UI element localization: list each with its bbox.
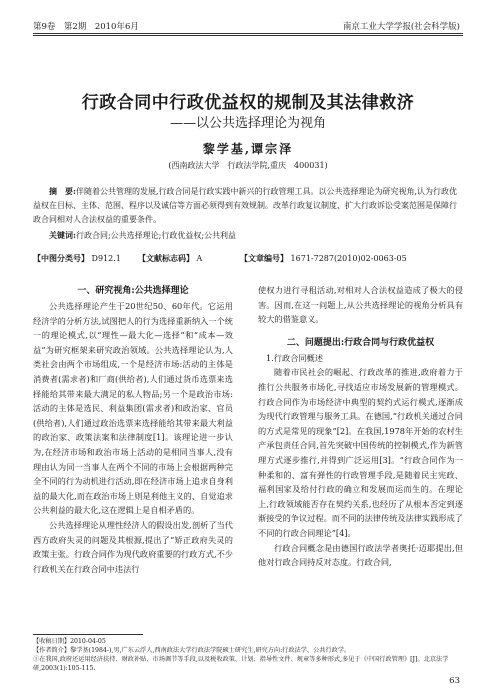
footnote-rule bbox=[33, 634, 143, 635]
paragraph: 行政合同概念是由德国行政法学者奥托·迈耶提出,但他对行政合同持反对态度。行政合同, bbox=[258, 542, 463, 568]
document-code bbox=[138, 253, 202, 264]
authors: 黎学基,谭宗泽 bbox=[202, 142, 294, 156]
article-subtitle: ——以公共选择理论为视角 bbox=[169, 116, 326, 131]
journal-name: 南京工业大学学报(社会科学版) bbox=[342, 22, 460, 32]
abstract-label: 摘 要: bbox=[49, 186, 76, 196]
right-column bbox=[258, 283, 463, 570]
footnote-received: 【收稿日期】2010-04-05 bbox=[33, 638, 106, 645]
keywords-label: 关键词: bbox=[49, 230, 76, 240]
footnote-author: 【作者简介】黎学基(1984-),男,广东云浮人,西南政法大学行政法学院硕士研究生,研究方向:行政法学、公共行政学。 bbox=[33, 647, 351, 654]
paragraph: 公共选择理论产生于20世纪50、60年代。它运用经济学的分析方法,试图把人的行为选择重新纳入一个统一的理论模式,以“理性—最大化—选择”和“成本—效益”为研究框架来研究政治领域。公共选择理论认为,人类社会由两个市场组成,一个是经济市场:活动的主体是消费者(需求者)和厂商(供给者),人们通过货币选票来选择能给其带来最大满足的私人物品;另一个是政治市场:活动的主体是选民、利益集团(需求者)和政治家、官员(供给者),人们通过政治选票来选择能给其带来最大利益的政治家、政策法案和法律制度[1]。该理论进一步认为,在经济市场和政治市场上活动的是相同当事人,没有理由认为同一当事人在两个不同的市场上会根据两种完全不同的行为动机进行活动,即在经济市场上追求自身利益的最大化,而在政治市场上则是利他主义的、自觉追求公共利益的最大化,这在逻辑上是自相矛盾的。 bbox=[33, 301, 233, 516]
abstract bbox=[33, 184, 463, 227]
art-value: 1671-7287(2010)02-0063-05 bbox=[290, 254, 407, 263]
article-number bbox=[240, 253, 407, 264]
affiliation: (西南政法大学 行政法学院,重庆 400031) bbox=[168, 161, 328, 170]
footnote-note-cont: 研,2003(1):105-115. bbox=[33, 665, 96, 672]
paragraph: 随着市民社会的崛起、行政改革的推进,政府着力于推行公共服务市场化,寻找适应市场发展新的管理模式。行政合同作为市场经济中典型的契约式运行模式,逐渐成为现代行政管理与服务工具。在德国,“行政机关通过合同的方式是常见的现象”[2]。在我国,1978年开始的农村生产承包责任合同,首先突破中国传统的控制模式,作为新管理方式逐步推行,并得到广泛运用[3]。“行政合同作为一种柔和的、富有弹性的行政管理手段,是随着民主宪政、福利国家及给付行政的确立和发展而运而生的。在理论上,行政领域能否存在契约关系,也经历了从根本否定到逐渐接受的争议过程。而不同的法律传统及法律实践形成了不同的行政合同理论”[4]。 bbox=[258, 367, 463, 538]
article-title: 行政合同中行政优益权的规制及其法律救济 bbox=[81, 93, 415, 113]
clc-value: D912.1 bbox=[91, 254, 121, 263]
abstract-text: 伴随着公共管理的发展,行政合同是行政实践中新兴的行政管理工具。以公共选择理论为研究视角,认为行政优益权在目标、主体、范围、程序以及诚信等方面必须得到有效规制。改革行政复议制度、扩大行政诉讼受案范围是保障行政合同相对人合法权益的重要条件。 bbox=[33, 187, 458, 224]
doc-value: A bbox=[196, 254, 203, 263]
keywords-text: 行政合同;公共选择理论;行政优益权;公共利益 bbox=[75, 231, 237, 240]
header-rule bbox=[33, 33, 463, 34]
paragraph: 公共选择理论从理性经济人的假设出发,剖析了当代西方政府失灵的问题及其根源,提出了“矫正政府失灵的政策主张。行政合同作为现代政府重要的行政方式,不少行政机关在行政合同中违法行 bbox=[33, 519, 233, 574]
page-number: 63 bbox=[449, 676, 460, 686]
doc-label: 【文献标志码】 bbox=[138, 253, 194, 263]
paragraph: 使权力进行寻租活动,对相对人合法权益造成了极大的侵害。因而,在这一问题上,从公共选择理论的视角分析具有较大的借鉴意义。 bbox=[258, 285, 463, 325]
clc-number bbox=[33, 253, 121, 264]
header-rule-thin bbox=[33, 35, 463, 36]
left-column bbox=[33, 283, 233, 576]
art-label: 【文章编号】 bbox=[240, 253, 288, 263]
clc-label: 【中图分类号】 bbox=[33, 253, 89, 263]
keywords bbox=[49, 230, 463, 241]
journal-issue: 第9卷 第2期 2010年6月 bbox=[33, 22, 139, 32]
section-heading: 二、问题提出:行政合同与行政优益权 bbox=[286, 337, 435, 348]
subsection-heading: 1.行政合同概述 bbox=[266, 352, 323, 363]
footnote-note: ①在我国,政府还运用经济扶持、财政补贴、市场调节等手段,以及税收政策、计划、指导性文件、规章等多种形式,多见于《中国行政管理》[J]。北京法学 bbox=[33, 656, 449, 663]
section-heading: 一、研究视角:公共选择理论 bbox=[77, 286, 189, 296]
